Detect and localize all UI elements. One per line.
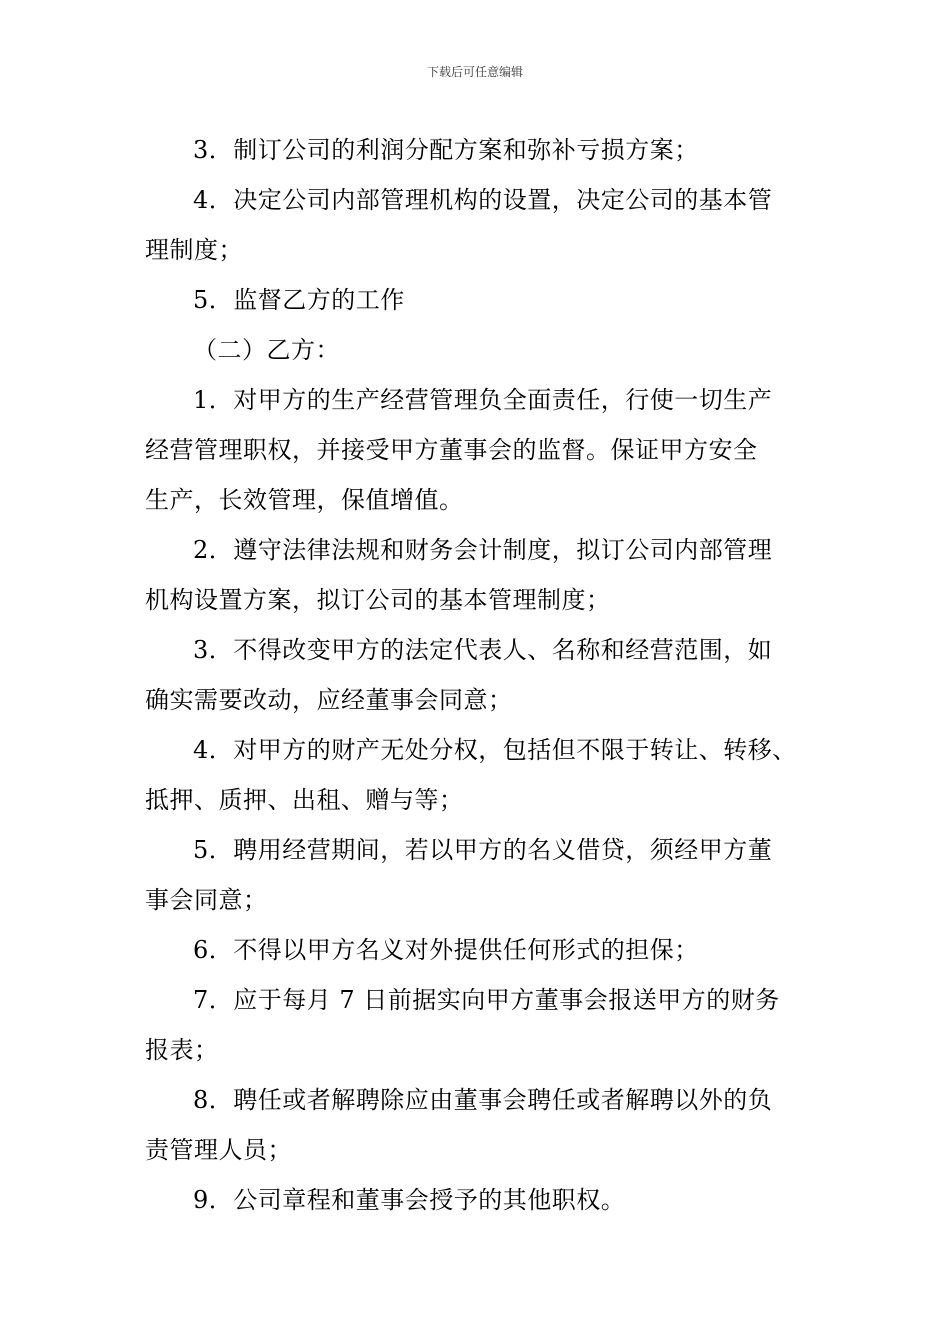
text-line: 报表； [145, 1036, 219, 1064]
text-line: 确实需要改动，应经董事会同意； [145, 686, 513, 714]
section-heading: （二）乙方： [193, 336, 340, 364]
text-line: 6．不得以甲方名义对外提供任何形式的担保； [193, 936, 699, 964]
text-line: 3．制订公司的利润分配方案和弥补亏损方案； [193, 136, 699, 164]
text-line: 7．应于每月 7 日前据实向甲方董事会报送甲方的财务 [193, 986, 780, 1014]
text-line: 3．不得改变甲方的法定代表人、名称和经营范围，如 [193, 636, 773, 664]
text-line: 4．决定公司内部管理机构的设置，决定公司的基本管 [193, 186, 773, 214]
text-line: 事会同意； [145, 886, 268, 914]
text-line: 理制度； [145, 236, 243, 264]
text-line: 生产，长效管理，保值增值。 [145, 486, 464, 514]
text-line: 机构设置方案，拟订公司的基本管理制度； [145, 586, 611, 614]
text-line: 责管理人员； [145, 1136, 292, 1164]
document-body [145, 125, 815, 1225]
text-line: 1．对甲方的生产经营管理负全面责任，行使一切生产 [193, 386, 773, 414]
page-header-note: 下载后可任意编辑 [426, 65, 523, 79]
text-line: 5．聘用经营期间，若以甲方的名义借贷，须经甲方董 [193, 836, 773, 864]
text-line: 5．监督乙方的工作 [193, 286, 405, 314]
text-line: 4．对甲方的财产无处分权，包括但不限于转让、转移、 [193, 736, 797, 764]
text-line: 2．遵守法律法规和财务会计制度，拟订公司内部管理 [193, 536, 773, 564]
text-line: 经营管理职权，并接受甲方董事会的监督。保证甲方安全 [145, 436, 758, 464]
text-line: 8．聘任或者解聘除应由董事会聘任或者解聘以外的负 [193, 1086, 773, 1114]
text-line: 抵押、质押、出租、赠与等； [145, 786, 464, 814]
text-line: 9．公司章程和董事会授予的其他职权。 [193, 1186, 626, 1214]
